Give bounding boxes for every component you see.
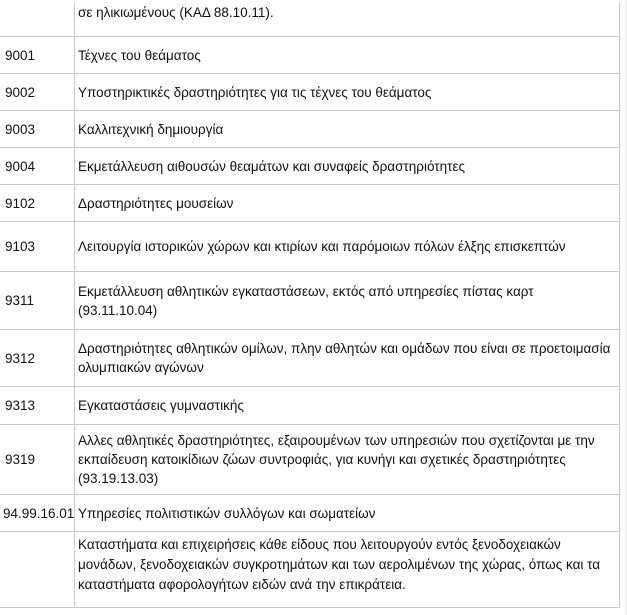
code-cell: 9102 bbox=[0, 185, 75, 222]
table-row bbox=[0, 387, 620, 425]
description-cell: Καταστήματα και επιχειρήσεις κάθε είδους που λειτουργούν εντός ξενοδοχειακών μονάδων, ξενοδοχειακών συγκροτημάτων και των αερολιμένων της χώρας, όπως και τα καταστήματα αφορολογήτων ειδών ανά την επικράτεια. bbox=[75, 532, 620, 608]
table-row bbox=[0, 330, 620, 387]
table-row bbox=[0, 148, 620, 185]
table-row bbox=[0, 272, 620, 330]
code-cell: 9313 bbox=[0, 387, 75, 425]
table-row bbox=[0, 495, 620, 532]
code-cell: 9001 bbox=[0, 37, 75, 74]
code-cell: 9311 bbox=[0, 272, 75, 330]
code-cell: 9002 bbox=[0, 74, 75, 111]
code-cell: 9103 bbox=[0, 222, 75, 272]
description-cell: Υπηρεσίες πολιτιστικών συλλόγων και σωματείων bbox=[75, 495, 620, 532]
code-cell: 9003 bbox=[0, 111, 75, 148]
code-cell bbox=[0, 532, 75, 608]
table-row bbox=[0, 0, 620, 37]
top-edge bbox=[0, 0, 627, 2]
table-row bbox=[0, 74, 620, 111]
description-cell: Εκμετάλλευση αιθουσών θεαμάτων και συναφείς δραστηριότητες bbox=[75, 148, 620, 185]
description-cell: Δραστηριότητες μουσείων bbox=[75, 185, 620, 222]
description-cell: Υποστηρικτικές δραστηριότητες για τις τέχνες του θεάματος bbox=[75, 74, 620, 111]
table-row bbox=[0, 222, 620, 272]
code-cell: 9004 bbox=[0, 148, 75, 185]
table-row bbox=[0, 185, 620, 222]
description-cell: Εγκαταστάσεις γυμναστικής bbox=[75, 387, 620, 425]
code-cell: 9312 bbox=[0, 330, 75, 387]
description-cell: Τέχνες του θεάματος bbox=[75, 37, 620, 74]
description-cell: Αλλες αθλητικές δραστηριότητες, εξαιρουμένων των υπηρεσιών που σχετίζονται με την εκπαίδευση κατοικίδιων ζώων συντροφιάς, για κυνήγι και σχετικές δραστηριότητες (93.19.13.03) bbox=[75, 425, 620, 495]
description-cell: σε ηλικιωμένους (ΚΑΔ 88.10.11). bbox=[75, 0, 620, 37]
code-cell bbox=[0, 0, 75, 37]
table-row bbox=[0, 532, 620, 608]
table-row bbox=[0, 37, 620, 74]
code-cell: 94.99.16.01 bbox=[0, 495, 75, 532]
code-cell: 9319 bbox=[0, 425, 75, 495]
table-row bbox=[0, 425, 620, 495]
table-row bbox=[0, 111, 620, 148]
description-cell: Εκμετάλλευση αθλητικών εγκαταστάσεων, εκτός από υπηρεσίες πίστας καρτ (93.11.10.04) bbox=[75, 272, 620, 330]
description-cell: Δραστηριότητες αθλητικών ομίλων, πλην αθλητών και ομάδων που είναι σε προετοιμασία ολυμπιακών αγώνων bbox=[75, 330, 620, 387]
description-cell: Καλλιτεχνική δημιουργία bbox=[75, 111, 620, 148]
description-cell: Λειτουργία ιστορικών χώρων και κτιρίων και παρόμοιων πόλων έλξης επισκεπτών bbox=[75, 222, 620, 272]
